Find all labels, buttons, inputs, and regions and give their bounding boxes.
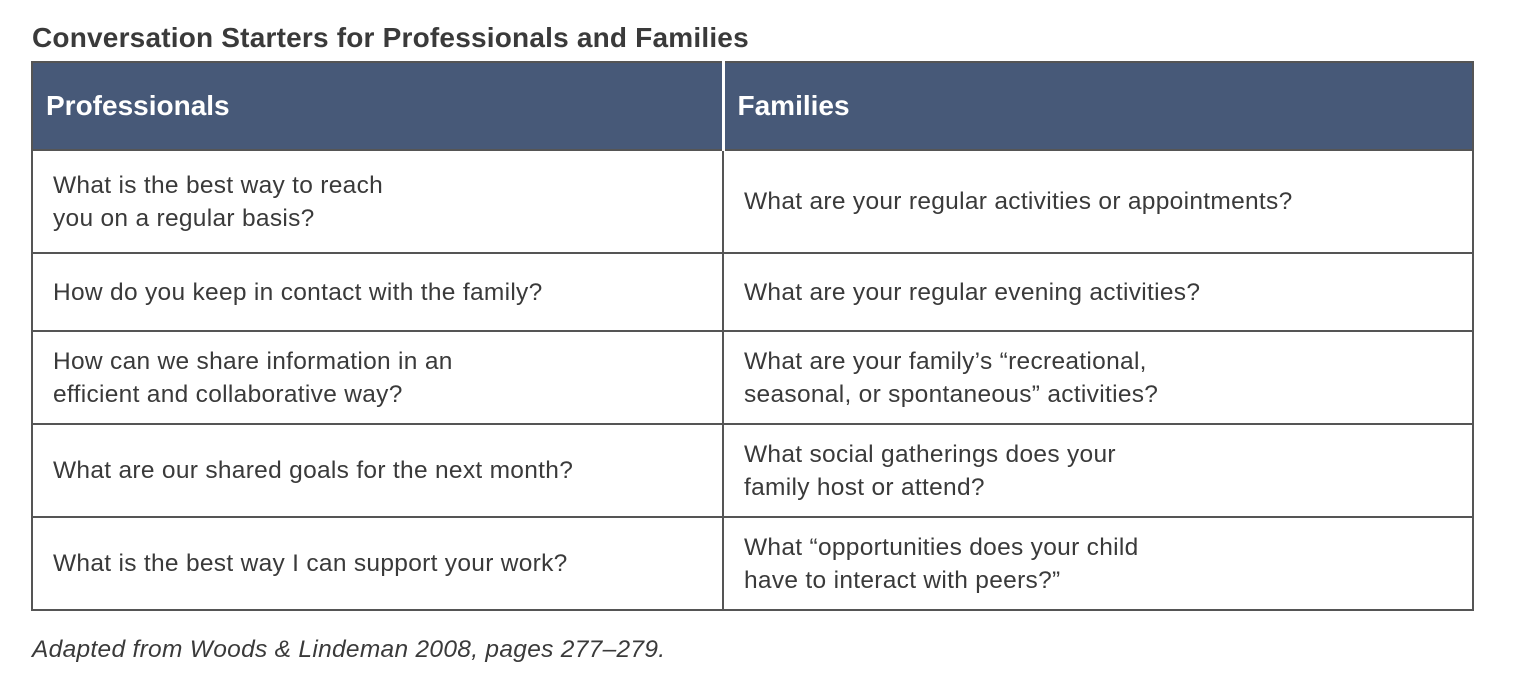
professionals-cell: How can we share information in an efficient and collaborative way? <box>32 331 723 424</box>
conversation-starters-table <box>31 61 1474 611</box>
table-title: Conversation Starters for Professionals and Families <box>32 22 749 53</box>
professionals-cell: How do you keep in contact with the family? <box>32 253 723 331</box>
table-row <box>32 253 1473 331</box>
families-cell: What are your regular activities or appointments? <box>723 150 1473 253</box>
professionals-cell: What is the best way to reach you on a regular basis? <box>32 150 723 253</box>
header-professionals: Professionals <box>32 62 723 150</box>
families-cell: What social gatherings does your family host or attend? <box>723 424 1473 517</box>
header-families: Families <box>723 62 1473 150</box>
families-cell: What are your regular evening activities? <box>723 253 1473 331</box>
professionals-cell: What are our shared goals for the next month? <box>32 424 723 517</box>
families-cell: What are your family’s “recreational, seasonal, or spontaneous” activities? <box>723 331 1473 424</box>
table-row <box>32 331 1473 424</box>
professionals-cell: What is the best way I can support your work? <box>32 517 723 610</box>
source-caption: Adapted from Woods & Lindeman 2008, pages 277–279. <box>32 636 666 663</box>
table-header-row <box>32 62 1473 150</box>
families-cell: What “opportunities does your child have to interact with peers?” <box>723 517 1473 610</box>
table-row <box>32 150 1473 253</box>
table-row <box>32 424 1473 517</box>
table-row <box>32 517 1473 610</box>
